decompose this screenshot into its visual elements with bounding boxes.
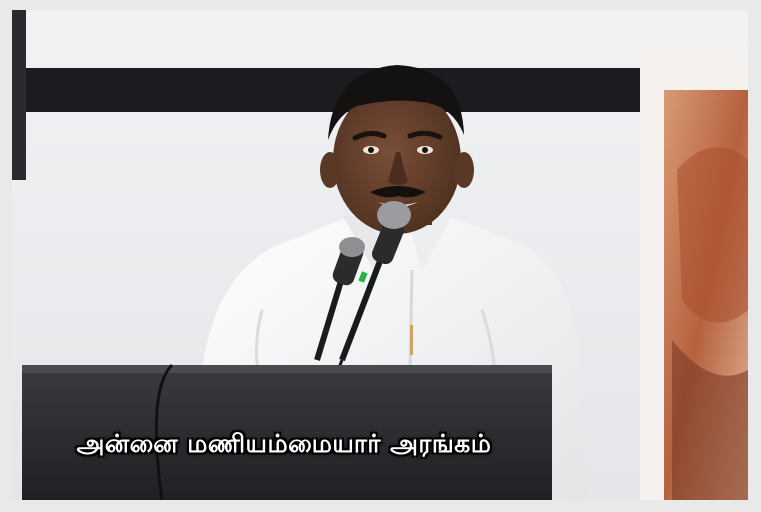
photo-frame: [12, 10, 748, 500]
podium-banner-text: அன்னை மணியம்மையார் அரங்கம்: [76, 428, 492, 458]
left-edge-panel: [12, 10, 26, 180]
poster: [640, 52, 748, 500]
